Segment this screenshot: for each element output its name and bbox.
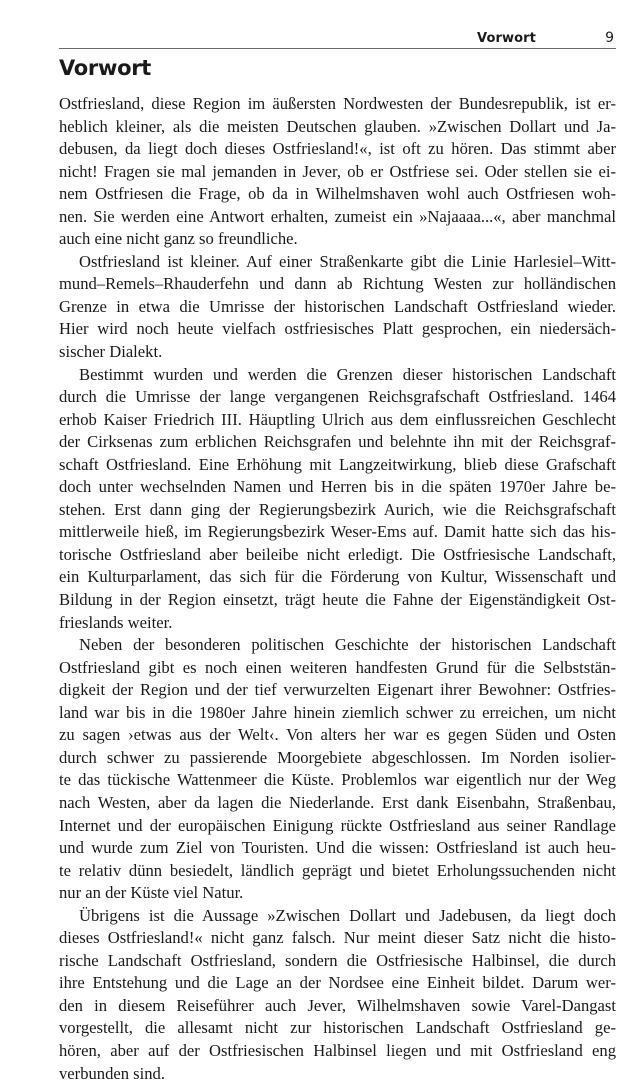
text-line: zu sagen ›etwas aus der Welt‹. Von alters her war es gegen Süden und Osten <box>59 725 616 745</box>
text-line: verbunden sind. <box>59 1063 165 1083</box>
text-line: doch unter wechselnden Namen und Herren bis in die späten 1970er Jahre be- <box>59 477 616 497</box>
text-line: dieses Ostfriesland!« nicht ganz falsch. Nur meint dieser Satz nicht die histo- <box>59 928 616 948</box>
text-line: durch die Umrisse der lange vergangenen Reichsgrafschaft Ostfriesland. 1464 <box>59 387 616 407</box>
text-line: torische Ostfriesland aber beileibe nicht erledigt. Die Ostfriesische Landschaft, <box>59 544 616 564</box>
text-line: mittlerweile hieß, im Regierungsbezirk Weser-Ems auf. Damit hatte sich das his- <box>59 522 616 542</box>
text-line: rische Landschaft Ostfriesland, sondern die Ostfriesische Halbinsel, die durch <box>59 950 616 970</box>
text-line: schaft Ostfriesland. Eine Erhöhung mit Langzeitwirkung, blieb diese Grafschaft <box>59 454 616 474</box>
text-line: der Cirksenas zum erblichen Reichsgrafen und belehnte ihn mit der Reichsgraf- <box>59 432 616 452</box>
text-line: mund–Remels–Rhauderfehn und dann ab Richtung Westen zur holländischen <box>59 274 616 294</box>
text-line: ein Kulturparlament, das sich für die Förderung von Kultur, Wissenschaft und <box>59 567 616 587</box>
text-line: stehen. Erst dann ging der Regierungsbezirk Aurich, wie die Reichsgrafschaft <box>59 499 616 519</box>
body-text <box>59 93 616 1085</box>
text-line: Ostfriesland, diese Region im äußersten Nordwesten der Bundesrepublik, ist er- <box>59 94 616 113</box>
text-line: sischer Dialekt. <box>59 342 163 362</box>
text-line: Neben der besonderen politischen Geschichte der historischen Landschaft <box>79 635 616 655</box>
text-line: Ostfriesland gibt es noch einen weiteren handfesten Grund für die Selbststän- <box>59 657 616 677</box>
text-line: Internet und der europäischen Einigung rückte Ostfriesland aus seiner Randlage <box>59 815 616 835</box>
paragraph <box>59 364 616 635</box>
paragraph <box>59 905 616 1085</box>
text-line: digkeit der Region und der tief verwurzelten Eigenart ihrer Bewohner: Ostfries- <box>59 680 616 700</box>
paragraph <box>59 634 616 905</box>
paragraph <box>59 251 616 364</box>
text-line: durch schwer zu passierende Moorgebiete abgeschlossen. Im Norden isolier- <box>59 747 616 767</box>
text-line: nur an der Küste viel Natur. <box>59 883 244 903</box>
chapter-title: Vorwort <box>59 56 152 80</box>
text-line: den in diesem Reiseführer auch Jever, Wilhelmshaven sowie Varel-Dangast <box>59 995 616 1015</box>
text-line: nem Ostfriesen die Frage, ob da in Wilhelmshaven wohl auch Ostfriesen woh- <box>59 184 616 204</box>
text-line: Übrigens ist die Aussage »Zwischen Dollart und Jadebusen, da liegt doch <box>79 905 616 925</box>
text-line: Hier wird noch heute vielfach ostfriesisches Platt gesprochen, ein niedersäch- <box>59 319 616 339</box>
text-line: debusen, da liegt doch dieses Ostfriesland!«, ist oft zu hören. Das stimmt aber <box>59 139 616 159</box>
text-line: hören, aber auf der Ostfriesischen Halbinsel liegen und mit Ostfriesland eng <box>59 1040 616 1060</box>
running-header <box>59 30 616 49</box>
text-line: Bildung in der Region einsetzt, trägt heute die Fahne der Eigenständigkeit Ost- <box>59 590 616 610</box>
page-number: 9 <box>605 30 614 46</box>
text-line: te relativ dünn besiedelt, ländlich geprägt und bietet Erholungssuchenden nicht <box>59 860 616 880</box>
text-line: Bestimmt wurden und werden die Grenzen dieser historischen Landschaft <box>79 364 616 384</box>
paragraph <box>59 93 616 251</box>
text-line: heblich kleiner, als die meisten Deutschen glauben. »Zwischen Dollart und Ja- <box>59 116 616 136</box>
text-line: auch eine nicht ganz so freundliche. <box>59 229 298 249</box>
text-line: frieslands weiter. <box>59 612 173 632</box>
text-line: Ostfriesland ist kleiner. Auf einer Straßenkarte gibt die Linie Harlesiel–Witt- <box>79 251 616 271</box>
text-line: te das tückische Wattenmeer die Küste. Problemlos war eigentlich nur der Weg <box>59 770 616 790</box>
text-line: nen. Sie werden eine Antwort erhalten, zumeist ein »Najaaaa...«, aber manchmal <box>59 206 616 226</box>
text-line: land war bis in die 1980er Jahre hinein ziemlich schwer zu erreichen, um nicht <box>59 702 616 722</box>
text-line: ihre Entstehung und die Lage an der Nordsee eine Einheit bildet. Darum wer- <box>59 973 616 993</box>
text-line: erhob Kaiser Friedrich III. Häuptling Ulrich aus dem einflussreichen Geschlecht <box>59 409 616 429</box>
text-line: nach Westen, aber da lagen die Niederlande. Erst dank Eisenbahn, Straßenbau, <box>59 792 616 812</box>
text-line: nicht! Fragen sie mal jemanden in Jever, ob er Ostfriese sei. Oder stellen sie ei- <box>59 161 616 181</box>
running-header-section: Vorwort <box>477 31 536 46</box>
text-line: Grenze in etwa die Umrisse der historischen Landschaft Ostfriesland wieder. <box>59 296 616 316</box>
text-line: vorgestellt, die allesamt nicht zur historischen Landschaft Ostfriesland ge- <box>59 1018 616 1038</box>
text-line: und wurde zum Ziel von Touristen. Und die wissen: Ostfriesland ist auch heu- <box>59 838 616 858</box>
